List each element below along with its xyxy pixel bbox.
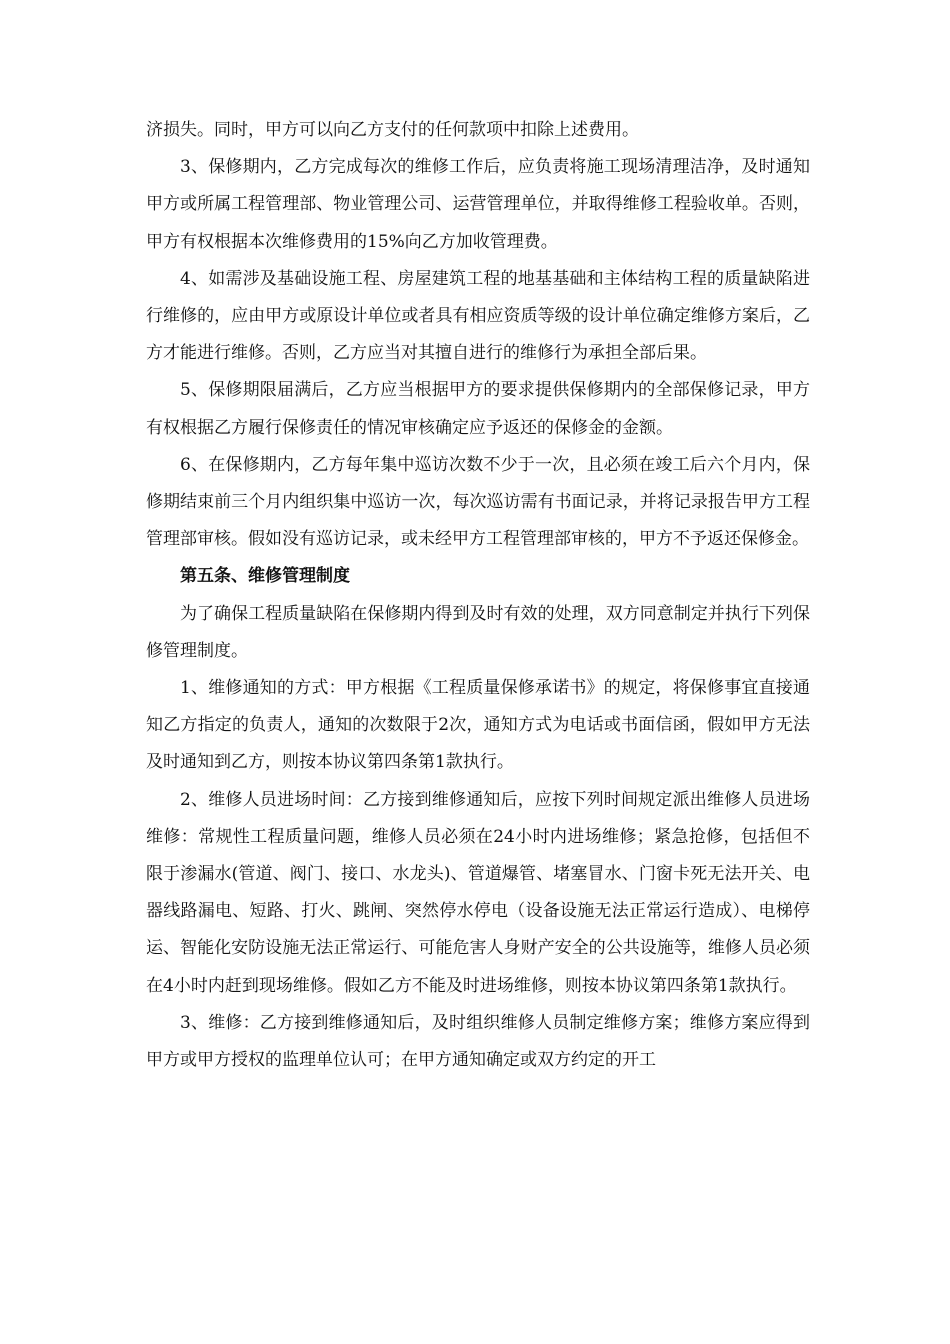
paragraph-continuation: 济损失。同时，甲方可以向乙方支付的任何款项中扣除上述费用。 <box>146 120 639 140</box>
clause-3-repair: 3、维修：乙方接到维修通知后，及时组织维修人员制定维修方案；维修方案应得到甲方或甲方授权的监理单位认可；在甲方通知确定或双方约定的开工 <box>146 1012 810 1071</box>
clause-4-structural-repair: 4、如需涉及基础设施工程、房屋建筑工程的地基基础和主体结构工程的质量缺陷进行维修的，应由甲方或原设计单位或者具有相应资质等级的设计单位确定维修方案后，乙方才能进行维修。否则，乙方应当对其擅自进行的维修行为承担全部后果。 <box>146 268 810 364</box>
clause-1-notification-method: 1、维修通知的方式：甲方根据《工程质量保修承诺书》的规定，将保修事宜直接通知乙方指定的负责人，通知的次数限于2次，通知方式为电话或书面信函，假如甲方无法及时通知到乙方，则按本协议第四条第1款执行。 <box>146 678 810 773</box>
clause-3-cleanup: 3、保修期内，乙方完成每次的维修工作后，应负责将施工现场清理洁净，及时通知甲方或所属工程管理部、物业管理公司、运营管理单位，并取得维修工程验收单。否则，甲方有权根据本次维修费用的15%向乙方加收管理费。 <box>146 157 810 252</box>
document-body <box>146 112 810 1079</box>
section-heading-article-5: 第五条、维修管理制度 <box>180 566 350 587</box>
clause-5-warranty-expiry: 5、保修期限届满后，乙方应当根据甲方的要求提供保修期内的全部保修记录，甲方有权根据乙方履行保修责任的情况审核确定应予返还的保修金的金额。 <box>146 380 810 438</box>
clause-6-inspection-visits: 6、在保修期内，乙方每年集中巡访次数不少于一次，且必须在竣工后六个月内，保修期结束前三个月内组织集中巡访一次，每次巡访需有书面记录，并将记录报告甲方工程管理部审核。假如没有巡访记录，或未经甲方工程管理部审核的，甲方不予返还保修金。 <box>146 454 810 550</box>
article-5-intro: 为了确保工程质量缺陷在保修期内得到及时有效的处理，双方同意制定并执行下列保修管理制度。 <box>146 603 810 661</box>
clause-2-arrival-time: 2、维修人员进场时间：乙方接到维修通知后，应按下列时间规定派出维修人员进场维修：常规性工程质量问题，维修人员必须在24小时内进场维修；紧急抢修，包括但不限于渗漏水(管道、阀门、接口、水龙头)、管道爆管、堵塞冒水、门窗卡死无法开关、电器线路漏电、短路、打火、跳闸、突然停水停电（设备设施无法正常运行造成）、电梯停运、智能化安防设施无法正常运行、可能危害人身财产安全的公共设施等，维修人员必须在4小时内赶到现场维修。假如乙方不能及时进场维修，则按本协议第四条第1款执行。 <box>146 789 810 996</box>
